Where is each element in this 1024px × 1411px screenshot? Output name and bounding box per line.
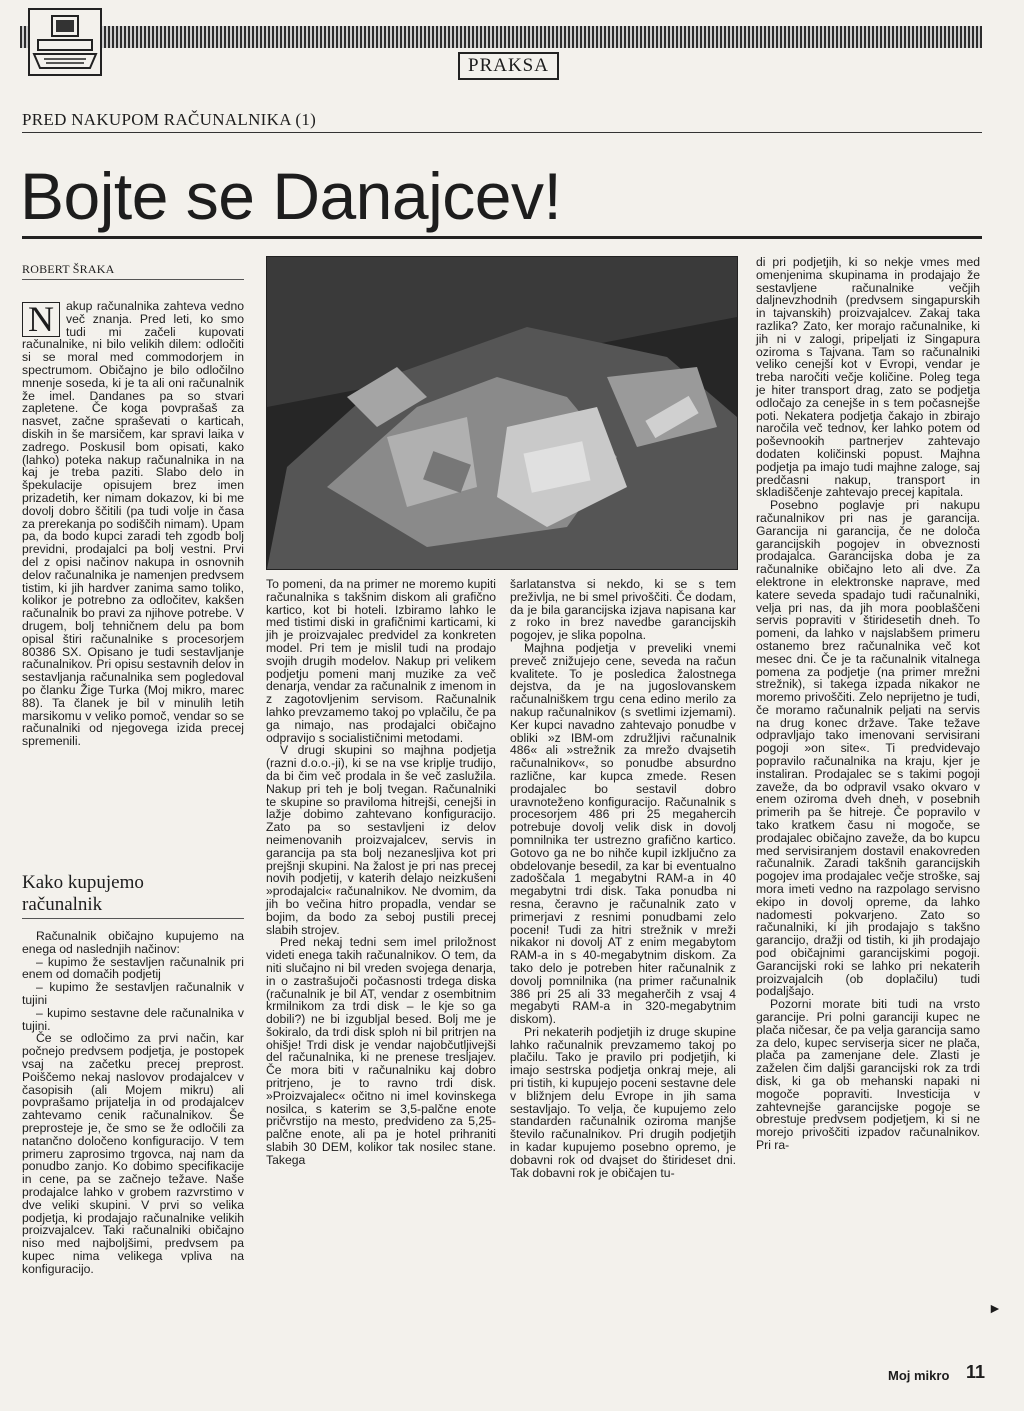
- article-column-1: [22, 300, 244, 748]
- article-paragraph: šarlatanstva si nekdo, ki se s tem preživlja, ne bi smel privoščiti. Če dodam, da je bila garancijska izjava napisana kar z roko in brez navedbe garancijskih pogojev, je slika popolna.: [510, 577, 736, 643]
- article-column-3: [510, 578, 736, 1179]
- magazine-name: Moj mikro: [888, 1368, 950, 1383]
- article-column-4: [756, 256, 980, 1152]
- divider: [22, 918, 244, 919]
- article-paragraph: N akup računalnika zahteva vedno več znanja. Pred leti, ko smo tudi mi začeli kupovati računalnike, ni bilo velikih dilem: odločiti si se moral med commodorjem in spectrumom. Običajno je bilo odločilno mnenje soseda, ki je ta ali oni računalnik že imel. Dandanes pa so stvari zapletene. Če koga povprašaš za nasvet, začne spraševati o karticah, diskih in še marsičem, kar spravi laika v zadrego. Poskusil bom opisati, kako (lahko) poteka nakup računalnika in na kaj je treba paziti. Slabo delo in špekulacije opisujem brez imen prizadetih, ker nimam dokazov, ki bi me dovolj dobro ščitili (pa tudi volje in časa za prerekanja po sodiščih nimam). Upam pa, da bodo kupci zaradi teh zgodb bolj previdni, prodajalci pa bolj vestni. Prvi del z opisi načinov nakupa in osnovnih delov računalnika je namenjen predvsem tistim, ki jih hardver zanima samo toliko, kolikor je potrebno za odločitev, kakšen računalnik bo pravi za njihove potrebe. V drugem, bolj tehničnem delu pa bom opisal štiri računalnike s procesorjem 80386 SX. Opisano je tudi sestavljanje računalnikov. Pri opisu sestavnih delov in sestavljanja računalnika sem pogledoval po članku Žige Turka (Moj mikro, marec 88). Ta članek je bil v minulih letih marsikomu v veliko pomoč, vendar so se računalniki od njegovega izida precej spremenili.: [22, 299, 244, 749]
- computer-logo-icon: [28, 8, 102, 76]
- article-paragraph: Računalnik običajno kupujemo na enega od naslednjih načinov:: [22, 929, 244, 956]
- article-column-1-continued: [22, 930, 244, 1276]
- article-paragraph: Pozorni morate biti tudi na vrsto garancije. Pri polni garanciji kupec ne plača ničesar, če pa velja garancija samo za delo, kupec serviserja sicer ne plača, plača pa zamenjane dele. Zlasti je zaželen čim daljši garancijski rok za trdi disk, ki ga ob mehanski napaki ni mogoče popraviti. Investicija v zahtevnejše garancijske pogoje se obrestuje predvsem podjetjem, ki si ne morejo privoščiti izpadov računalnikov. Pri ra-: [756, 997, 980, 1152]
- article-paragraph: V drugi skupini so majhna podjetja (razni d.o.o.-ji), ki se na vse kriplje trudijo, da bi čim več prodala in še več zaslužila. Nakup pri teh je bolj tvegan. Računalniki te skupine so praviloma hitrejši, cenejši in lažje dobimo zahtevano konfiguracijo. Zato pa so sestavljeni iz delov neimenovanih proizvajalcev, servis in garancija pa sta bolj nezanesljiva kot pri prejšnji skupini. Na žalost je pri nas precej novih podjetij, v katerih delajo neizkušeni »prodajalci« računalnikov. Ne dvomim, da jih bo večina hitro propadla, vendar se bojim, da bodo za seboj pustili precej slabih strojev.: [266, 743, 496, 937]
- list-item: – kupimo že sestavljen računalnik v tujini: [22, 980, 244, 1007]
- list-item: – kupimo sestavne dele računalnika v tujini.: [22, 1005, 244, 1033]
- header-stripe-bar: [20, 26, 982, 48]
- page-title: Bojte se Danajcev!: [20, 159, 562, 233]
- article-paragraph: Pri nekaterih podjetjih iz druge skupine lahko računalnik prevzamemo takoj po plačilu. Tako je pravilo pri podjetjih, ki imajo sestrska podjetja onkraj meje, ali pri tistih, ki kupujejo poceni sestavne dele v bližnjem delu Evrope in jih sama sestavljajo. To velja, če kupujemo zelo standarden računalnik oziroma manjše število računalnikov. Pri drugih podjetjih in kadar kupujemo posebno opremo, je dobavni rok od dvajset do štirideset dni. Tak dobavni rok je običajen tu-: [510, 1024, 736, 1180]
- series-kicker: PRED NAKUPOM RAČUNALNIKA (1): [22, 110, 317, 129]
- divider: [22, 236, 982, 239]
- section-subhead: Kako kupujemo računalnik: [22, 872, 144, 915]
- article-paragraph: Posebno poglavje pri nakupu računalnikov pri nas je garancija. Garancija ni garancija, če ne določa garancijskih pogojev in obveznosti prodajalca. Garancijska doba je za računalnike običajno leto ali dve. Za elektrone in elektronske naprave, med katere seveda spadajo tudi računalniki, velja pri nas, da jih mora pooblaščeni servis popraviti v štiridesetih dneh. To pomeni, da lahko v najslabšem primeru ostanemo brez računalnika več kot mesec dni. Če je ta računalnik vitalnega pomena za podjetje (na primer mrežni strežnik), si takega izpada nikakor ne moremo privoščiti. Zelo neprijetno je tudi, če moramo računalnik peljati na servis na drug konec države. Take težave odpravljajo tako imenovani servisirani pogoji »on site«. Ti predvidevajo popravilo računalnika na kraju, kjer je instaliran. Prodajalec se s takimi pogoji zaveže, da bo odpravil vsako okvaro v enem oziroma dveh dneh, v posebnih primerih pa še hitreje. Če popravilo v tako kratkem času ni mogoče, se prodajalec običajno zaveže, da bo kupcu med servisiranjem dostavil enakovreden računalnik. Zaradi takšnih garancijskih pogojev ima prodajalec večje stroške, saj mora imeti vedno na razpolago servisno ekipo in dovolj opreme, da lahko nadomesti pokvarjeno. Zato so računalniki, ki jih prodajajo s takšno garancijo, dražji od tistih, ki jih prodajajo pod običajnimi garancijskimi pogoji. Garancijski roki se lahko pri nekaterih proizvajalcih (ob doplačilu) tudi podaljšajo.: [756, 498, 980, 999]
- continue-arrow-icon: ►: [988, 1300, 1002, 1316]
- article-paragraph: Pred nekaj tedni sem imel priložnost videti enega takih računalnikov. O tem, da niti slučajno ni bil vreden svojega denarja, in o zastrašujoči počasnosti trdega diska (računalnik je bil AT, vendar z osembitnim krmilnikom za trdi disk – le kje so ga dobili?) ne bi izgubljal besed. Bolj me je šokiralo, da trdi disk sploh ni bil pritrjen na ohišje! Trdi disk je vendar najobčutljivejši del računalnika, ki ne prenese tresljajev. Če mora biti v računalniku kaj dobro pritrjeno, je to ravno trdi disk. »Proizvajalec« očitno ni imel kovinskega nosilca, s katerim se 3,5-palčne enote pričvrstijo na mesto, predvideno za 5,25-palčne enote, ali pa je hotel prihraniti slabih 30 DEM, kolikor tak nosilec stane. Takega: [266, 935, 496, 1167]
- drop-cap: N: [22, 302, 60, 337]
- article-paragraph: Če se odločimo za prvi način, kar počnejo predvsem podjetja, je postopek vsaj na začetku precej preprost. Poiščemo nekaj naslovov prodajalcev v časopisih (ali Mojem mikru) ali povprašamo prijatelja in od prodajalcev zahtevamo cenik računalnikov. Še preprosteje je, če smo se že odločili za natančno določeno konfiguracijo. V tem primeru zaprosimo trgovca, naj nam da ponudbo zanjo. Ko dobimo specifikacije in cene, pa se začnejo težave. Naše prodajalce lahko v grobem razvrstimo v dve veliki skupini. V prvi so velika podjetja, ki prodajajo računalnike velikih proizvajalcev. Taki računalniki običajno niso med najboljšimi, predvsem pa kupec nima velikega vpliva na konfiguracijo.: [22, 1031, 244, 1276]
- article-paragraph: di pri podjetjih, ki so nekje vmes med omenjenima skupinama in prodajajo že sestavljene računalnike večjih daljnevzhodnih (predvsem singapurskih in tajvanskih) proizvajalcev. Zakaj taka razlika? Zato, ker morajo računalnike, ki jih ni v zalogi, pripeljati iz Singapura oziroma s Tajvana. Tam so računalniki veliko cenejši kot v Evropi, vendar je treba naročiti večje količine. Poleg tega je hiter transport drag, zato se podjetja odločajo za cenejše in s tem počasnejše poti. Nekatera podjetja čakajo in zbirajo naročila več tednov, ker lahko potem od poševnookih partnerjev zahtevajo dodaten količinski popust. Majhna podjetja pa imajo tudi majhne zaloge, saj predčasni nakup, transport in skladiščenje zahtevajo precej kapitala.: [756, 255, 980, 500]
- divider: [22, 279, 244, 280]
- author-byline: ROBERT ŠRAKA: [22, 262, 115, 276]
- article-paragraph: To pomeni, da na primer ne moremo kupiti računalnika s takšnim diskom ali grafično kartico, kot bi hoteli. Izbiramo lahko le med tistimi diski in grafičnimi karticami, ki jih je proizvajalec predvidel za konkreten model. Pri tem je mislil tudi na prodajo svojih drugih modelov. Nakup pri velikem podjetju pomeni manj muzike za več denarja, vendar za računalnik z imenom in z zagotovljenim servisom. Računalnik lahko prevzamemo takoj po vplačilu, če pa ga nimajo, nas prodajalci običajno odpravijo s socialističnimi metodami.: [266, 577, 496, 745]
- article-column-2: [266, 578, 496, 1167]
- list-item: – kupimo že sestavljen računalnik pri enem od domačih podjetij: [22, 954, 244, 982]
- hardware-pile-photo: [266, 256, 738, 570]
- section-tag: PRAKSA: [458, 52, 559, 80]
- divider: [22, 132, 982, 133]
- article-paragraph: Majhna podjetja v preveliki vnemi preveč znižujejo cene, seveda na račun kvalitete. To je posledica žalostnega dejstva, da je na jugoslovanskem računalniškem trgu cena edino merilo za nakup računalnikov (s svetlimi izjemami). Ker kupci navadno zahtevajo ponudbe v obliki »z IBM-om združljivi računalnik 486« ali »strežnik za mrežo dvajsetih računalnikov«, so ponudbe absurdno različne, kar kupca zmede. Resen prodajalec bo sestavil dobro uravnoteženo konfiguracijo. Računalnik s procesorjem 486 pri 25 megahercih potrebuje dovolj velik disk in dovolj pomnilnika ter ustrezno grafično kartico. Gotovo ga ne bo nihče kupil izključno za obdelovanje besedil, za kar bi eventualno zadoščala 1 megabytni RAM-a in 40 megabytni trdi disk. Taka ponudba ni resna, čeravno je računalnik zato v primerjavi z resnimi ponudbami zelo poceni! Tudi za hitri strežnik v mreži nikakor ni dovolj AT z enim megabytom RAM-a in s 40-megabytnim diskom. Za tako delo je potreben hiter računalnik z dovolj pomnilnika (na primer računalnik 386 pri 25 ali 33 megaherčih z vsaj 4 megabyti RAM-a in 320-megabytnim diskom).: [510, 640, 736, 1027]
- page-number: 11: [966, 1362, 986, 1382]
